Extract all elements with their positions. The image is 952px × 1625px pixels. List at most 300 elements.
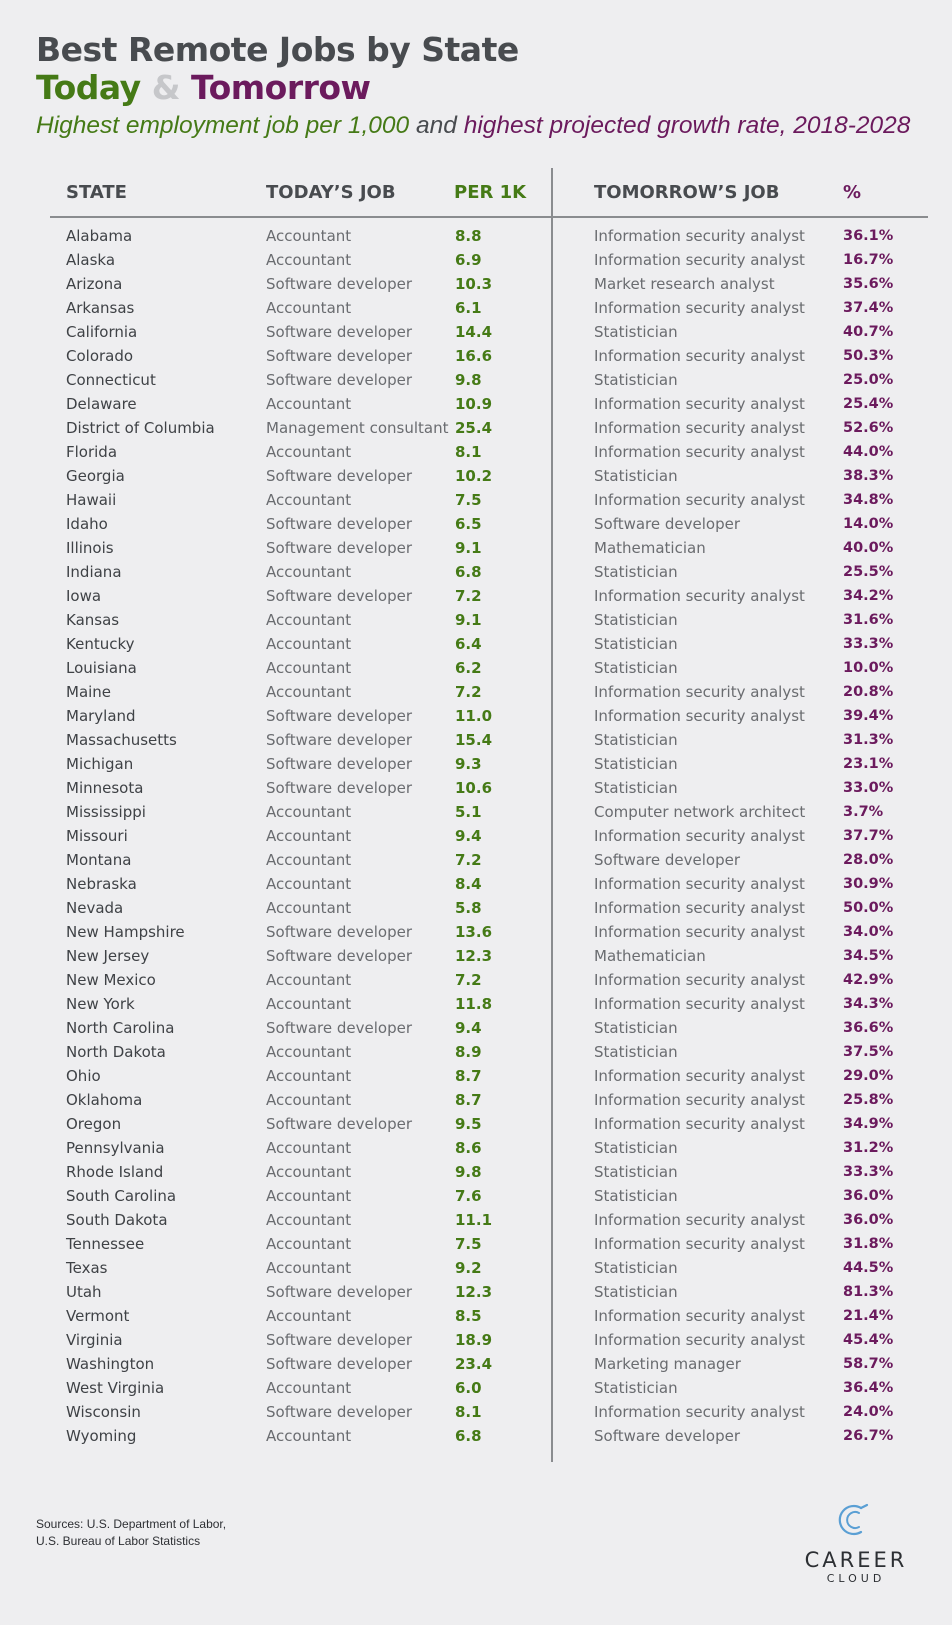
header-today-job: TODAY’S JOB xyxy=(266,182,396,203)
cell-state: Montana xyxy=(66,851,132,869)
cell-tomorrow-job: Statistician xyxy=(594,1163,678,1181)
cell-tomorrow-job: Statistician xyxy=(594,323,678,341)
cell-today-job: Management consultant xyxy=(266,419,449,437)
table-row xyxy=(0,680,952,704)
header-state: STATE xyxy=(66,182,127,203)
cell-today-job: Accountant xyxy=(266,443,352,461)
cell-tomorrow-job: Information security analyst xyxy=(594,347,805,365)
cell-tomorrow-job: Information security analyst xyxy=(594,995,805,1013)
table-row xyxy=(0,1424,952,1448)
cell-percent: 16.7% xyxy=(843,252,894,268)
table-row xyxy=(0,272,952,296)
table-row xyxy=(0,248,952,272)
cell-today-job: Software developer xyxy=(266,1331,413,1349)
table-row xyxy=(0,464,952,488)
cell-per-1k: 9.8 xyxy=(455,371,482,389)
cell-per-1k: 9.1 xyxy=(455,539,482,557)
cell-state: Kansas xyxy=(66,611,120,629)
cell-per-1k: 8.6 xyxy=(455,1139,482,1157)
cell-today-job: Accountant xyxy=(266,635,352,653)
cell-percent: 38.3% xyxy=(843,468,894,484)
cell-percent: 31.2% xyxy=(843,1140,894,1156)
cell-tomorrow-job: Information security analyst xyxy=(594,707,805,725)
logo-subword: CLOUD xyxy=(826,1572,886,1585)
cell-tomorrow-job: Statistician xyxy=(594,635,678,653)
table-row xyxy=(0,776,952,800)
cell-per-1k: 12.3 xyxy=(455,1283,493,1301)
cell-state: Idaho xyxy=(66,515,108,533)
table-row xyxy=(0,848,952,872)
cell-per-1k: 6.5 xyxy=(455,515,482,533)
cell-today-job: Accountant xyxy=(266,971,352,989)
table-row xyxy=(0,488,952,512)
cell-tomorrow-job: Market research analyst xyxy=(594,275,775,293)
table-row xyxy=(0,872,952,896)
table-row xyxy=(0,296,952,320)
table-row xyxy=(0,1376,952,1400)
cell-per-1k: 8.9 xyxy=(455,1043,482,1061)
cell-percent: 36.0% xyxy=(843,1212,894,1228)
cell-tomorrow-job: Statistician xyxy=(594,611,678,629)
cell-state: Louisiana xyxy=(66,659,137,677)
cell-tomorrow-job: Information security analyst xyxy=(594,875,805,893)
cell-percent: 58.7% xyxy=(843,1356,894,1372)
cell-tomorrow-job: Marketing manager xyxy=(594,1355,741,1373)
table-row xyxy=(0,344,952,368)
table-row xyxy=(0,512,952,536)
header-per-1k: PER 1K xyxy=(454,182,527,203)
cell-tomorrow-job: Statistician xyxy=(594,1019,678,1037)
cell-percent: 33.3% xyxy=(843,1164,894,1180)
cell-percent: 36.6% xyxy=(843,1020,894,1036)
cell-tomorrow-job: Statistician xyxy=(594,371,678,389)
cell-today-job: Accountant xyxy=(266,1043,352,1061)
cell-state: Mississippi xyxy=(66,803,146,821)
cell-percent: 21.4% xyxy=(843,1308,894,1324)
cell-tomorrow-job: Software developer xyxy=(594,1427,741,1445)
cell-percent: 34.9% xyxy=(843,1116,894,1132)
cell-tomorrow-job: Mathematician xyxy=(594,539,706,557)
cell-tomorrow-job: Information security analyst xyxy=(594,1211,805,1229)
cell-per-1k: 15.4 xyxy=(455,731,493,749)
cell-percent: 31.3% xyxy=(843,732,894,748)
cell-today-job: Software developer xyxy=(266,515,413,533)
cell-percent: 25.5% xyxy=(843,564,894,580)
cell-state: Oklahoma xyxy=(66,1091,143,1109)
cell-today-job: Software developer xyxy=(266,323,413,341)
cell-tomorrow-job: Statistician xyxy=(594,755,678,773)
cell-percent: 23.1% xyxy=(843,756,894,772)
cell-per-1k: 9.4 xyxy=(455,1019,482,1037)
table-row xyxy=(0,320,952,344)
cell-today-job: Accountant xyxy=(266,1067,352,1085)
logo-wordmark: CAREER xyxy=(804,1548,908,1572)
table-row xyxy=(0,1088,952,1112)
cell-state: Alabama xyxy=(66,227,133,245)
cell-percent: 31.8% xyxy=(843,1236,894,1252)
cell-per-1k: 6.8 xyxy=(455,563,482,581)
table-row xyxy=(0,1208,952,1232)
cell-today-job: Software developer xyxy=(266,1403,413,1421)
cell-tomorrow-job: Information security analyst xyxy=(594,227,805,245)
cell-tomorrow-job: Information security analyst xyxy=(594,1307,805,1325)
title-ampersand: & xyxy=(151,68,180,107)
cell-today-job: Accountant xyxy=(266,299,352,317)
cell-tomorrow-job: Information security analyst xyxy=(594,1091,805,1109)
cell-percent: 25.8% xyxy=(843,1092,894,1108)
cell-tomorrow-job: Statistician xyxy=(594,1043,678,1061)
cell-tomorrow-job: Statistician xyxy=(594,1283,678,1301)
cell-tomorrow-job: Software developer xyxy=(594,851,741,869)
cell-per-1k: 10.9 xyxy=(455,395,493,413)
cell-percent: 28.0% xyxy=(843,852,894,868)
cell-state: Indiana xyxy=(66,563,122,581)
cell-tomorrow-job: Information security analyst xyxy=(594,251,805,269)
cell-percent: 36.1% xyxy=(843,228,894,244)
table-row xyxy=(0,824,952,848)
table-row xyxy=(0,608,952,632)
cell-per-1k: 9.1 xyxy=(455,611,482,629)
cell-state: Tennessee xyxy=(66,1235,145,1253)
table-row xyxy=(0,440,952,464)
cell-today-job: Accountant xyxy=(266,1379,352,1397)
cell-percent: 44.0% xyxy=(843,444,894,460)
cell-percent: 40.0% xyxy=(843,540,894,556)
cell-state: Colorado xyxy=(66,347,134,365)
cell-percent: 3.7% xyxy=(843,804,884,820)
cell-state: Wyoming xyxy=(66,1427,137,1445)
cell-state: New Mexico xyxy=(66,971,156,989)
cell-today-job: Software developer xyxy=(266,1115,413,1133)
cell-per-1k: 23.4 xyxy=(455,1355,493,1373)
cell-per-1k: 6.8 xyxy=(455,1427,482,1445)
cell-state: South Carolina xyxy=(66,1187,177,1205)
cell-today-job: Accountant xyxy=(266,659,352,677)
table-row xyxy=(0,392,952,416)
cell-per-1k: 9.5 xyxy=(455,1115,482,1133)
cell-state: Florida xyxy=(66,443,118,461)
cell-percent: 25.0% xyxy=(843,372,894,388)
cell-per-1k: 8.4 xyxy=(455,875,482,893)
cell-tomorrow-job: Information security analyst xyxy=(594,443,805,461)
cell-today-job: Accountant xyxy=(266,803,352,821)
cell-percent: 37.7% xyxy=(843,828,894,844)
cell-tomorrow-job: Information security analyst xyxy=(594,683,805,701)
cell-per-1k: 5.1 xyxy=(455,803,482,821)
cell-today-job: Software developer xyxy=(266,731,413,749)
cell-per-1k: 10.3 xyxy=(455,275,493,293)
subtitle xyxy=(36,110,910,142)
cell-state: Illinois xyxy=(66,539,114,557)
cell-state: Texas xyxy=(66,1259,108,1277)
cell-state: Pennsylvania xyxy=(66,1139,165,1157)
table-row xyxy=(0,1352,952,1376)
cell-today-job: Accountant xyxy=(266,395,352,413)
sources-line-1: Sources: U.S. Department of Labor, xyxy=(36,1517,227,1531)
table-row xyxy=(0,368,952,392)
table-row xyxy=(0,1064,952,1088)
cell-today-job: Accountant xyxy=(266,251,352,269)
cell-state: Wisconsin xyxy=(66,1403,141,1421)
cell-state: California xyxy=(66,323,138,341)
cell-percent: 31.6% xyxy=(843,612,894,628)
table-row xyxy=(0,416,952,440)
cell-today-job: Accountant xyxy=(266,1427,352,1445)
cell-tomorrow-job: Statistician xyxy=(594,1187,678,1205)
cell-percent: 34.5% xyxy=(843,948,894,964)
cell-today-job: Accountant xyxy=(266,227,352,245)
cell-per-1k: 7.2 xyxy=(455,971,482,989)
cell-tomorrow-job: Information security analyst xyxy=(594,419,805,437)
table-row xyxy=(0,992,952,1016)
subtitle-today-part: Highest employment job per 1,000 xyxy=(36,112,410,139)
cell-state: North Dakota xyxy=(66,1043,166,1061)
title-tomorrow: Tomorrow xyxy=(190,68,371,107)
cell-state: Maine xyxy=(66,683,112,701)
cell-percent: 36.4% xyxy=(843,1380,894,1396)
cell-state: North Carolina xyxy=(66,1019,175,1037)
cell-today-job: Accountant xyxy=(266,899,352,917)
table-row xyxy=(0,1232,952,1256)
cell-percent: 29.0% xyxy=(843,1068,894,1084)
cell-percent: 20.8% xyxy=(843,684,894,700)
cell-state: Hawaii xyxy=(66,491,117,509)
table-row xyxy=(0,1040,952,1064)
cell-tomorrow-job: Information security analyst xyxy=(594,1331,805,1349)
cell-today-job: Software developer xyxy=(266,275,413,293)
cell-per-1k: 11.1 xyxy=(455,1211,493,1229)
cell-state: Washington xyxy=(66,1355,155,1373)
cell-today-job: Software developer xyxy=(266,1355,413,1373)
table-row xyxy=(0,656,952,680)
table-row xyxy=(0,968,952,992)
cell-state: New Jersey xyxy=(66,947,150,965)
cell-state: Connecticut xyxy=(66,371,156,389)
table-row xyxy=(0,1328,952,1352)
cell-today-job: Accountant xyxy=(266,875,352,893)
cell-per-1k: 7.5 xyxy=(455,491,482,509)
cell-today-job: Software developer xyxy=(266,1019,413,1037)
cell-today-job: Software developer xyxy=(266,923,413,941)
table-row xyxy=(0,584,952,608)
cell-tomorrow-job: Mathematician xyxy=(594,947,706,965)
cell-today-job: Accountant xyxy=(266,851,352,869)
cell-per-1k: 6.0 xyxy=(455,1379,482,1397)
cell-tomorrow-job: Information security analyst xyxy=(594,1067,805,1085)
cell-tomorrow-job: Statistician xyxy=(594,1259,678,1277)
table-row xyxy=(0,224,952,248)
cell-today-job: Accountant xyxy=(266,1163,352,1181)
cell-per-1k: 8.5 xyxy=(455,1307,482,1325)
cell-per-1k: 10.6 xyxy=(455,779,493,797)
table-row xyxy=(0,1280,952,1304)
title-today-tomorrow xyxy=(36,68,371,108)
table-row xyxy=(0,728,952,752)
cell-percent: 10.0% xyxy=(843,660,894,676)
cell-state: Nevada xyxy=(66,899,124,917)
cell-today-job: Accountant xyxy=(266,563,352,581)
cell-tomorrow-job: Software developer xyxy=(594,515,741,533)
cell-percent: 34.8% xyxy=(843,492,894,508)
cell-per-1k: 16.6 xyxy=(455,347,493,365)
cell-tomorrow-job: Statistician xyxy=(594,1139,678,1157)
table-row xyxy=(0,1304,952,1328)
cell-per-1k: 6.1 xyxy=(455,299,482,317)
cell-percent: 45.4% xyxy=(843,1332,894,1348)
cell-per-1k: 9.8 xyxy=(455,1163,482,1181)
cell-tomorrow-job: Information security analyst xyxy=(594,491,805,509)
cell-today-job: Accountant xyxy=(266,1259,352,1277)
cell-state: Vermont xyxy=(66,1307,130,1325)
cell-per-1k: 6.9 xyxy=(455,251,482,269)
cell-today-job: Software developer xyxy=(266,347,413,365)
cell-percent: 25.4% xyxy=(843,396,894,412)
cell-tomorrow-job: Information security analyst xyxy=(594,971,805,989)
cell-percent: 52.6% xyxy=(843,420,894,436)
cell-percent: 34.2% xyxy=(843,588,894,604)
cell-per-1k: 7.2 xyxy=(455,587,482,605)
cell-today-job: Software developer xyxy=(266,779,413,797)
table-row xyxy=(0,1256,952,1280)
cell-today-job: Accountant xyxy=(266,491,352,509)
cell-state: South Dakota xyxy=(66,1211,168,1229)
cell-state: Alaska xyxy=(66,251,116,269)
cell-today-job: Software developer xyxy=(266,539,413,557)
cell-per-1k: 7.6 xyxy=(455,1187,482,1205)
cell-state: Arkansas xyxy=(66,299,135,317)
cell-percent: 50.0% xyxy=(843,900,894,916)
subtitle-and: and xyxy=(415,112,457,139)
cell-today-job: Accountant xyxy=(266,1187,352,1205)
subtitle-tomorrow-part: highest projected growth rate, 2018-2028 xyxy=(463,112,911,139)
table-row xyxy=(0,944,952,968)
cell-tomorrow-job: Statistician xyxy=(594,779,678,797)
title-today: Today xyxy=(36,68,141,107)
cell-today-job: Software developer xyxy=(266,587,413,605)
cell-state: Kentucky xyxy=(66,635,135,653)
table-row xyxy=(0,1184,952,1208)
cell-tomorrow-job: Statistician xyxy=(594,731,678,749)
cell-tomorrow-job: Statistician xyxy=(594,1379,678,1397)
table-row xyxy=(0,920,952,944)
cell-percent: 14.0% xyxy=(843,516,894,532)
cell-tomorrow-job: Information security analyst xyxy=(594,299,805,317)
cell-per-1k: 11.8 xyxy=(455,995,493,1013)
cell-today-job: Accountant xyxy=(266,611,352,629)
sources-line-2: U.S. Bureau of Labor Statistics xyxy=(36,1534,201,1548)
cell-per-1k: 7.5 xyxy=(455,1235,482,1253)
cell-tomorrow-job: Information security analyst xyxy=(594,1235,805,1253)
sources xyxy=(36,1516,226,1550)
cell-state: Missouri xyxy=(66,827,128,845)
cell-tomorrow-job: Information security analyst xyxy=(594,1403,805,1421)
cell-percent: 33.3% xyxy=(843,636,894,652)
cell-per-1k: 8.8 xyxy=(455,227,482,245)
table-row xyxy=(0,800,952,824)
cell-per-1k: 8.7 xyxy=(455,1067,482,1085)
cell-per-1k: 11.0 xyxy=(455,707,493,725)
cell-today-job: Accountant xyxy=(266,1307,352,1325)
cell-per-1k: 10.2 xyxy=(455,467,493,485)
cell-percent: 42.9% xyxy=(843,972,894,988)
cell-tomorrow-job: Information security analyst xyxy=(594,923,805,941)
cell-today-job: Accountant xyxy=(266,1211,352,1229)
cell-percent: 33.0% xyxy=(843,780,894,796)
cell-state: Minnesota xyxy=(66,779,144,797)
cell-state: Iowa xyxy=(66,587,102,605)
cell-per-1k: 6.4 xyxy=(455,635,482,653)
cell-per-1k: 8.1 xyxy=(455,1403,482,1421)
cell-today-job: Accountant xyxy=(266,1139,352,1157)
table-row xyxy=(0,752,952,776)
table-row xyxy=(0,896,952,920)
cell-state: New Hampshire xyxy=(66,923,185,941)
cell-per-1k: 9.2 xyxy=(455,1259,482,1277)
cell-tomorrow-job: Statistician xyxy=(594,563,678,581)
table-row xyxy=(0,704,952,728)
cell-tomorrow-job: Information security analyst xyxy=(594,587,805,605)
cell-state: Utah xyxy=(66,1283,102,1301)
cell-state: Virginia xyxy=(66,1331,123,1349)
cell-percent: 37.5% xyxy=(843,1044,894,1060)
cell-today-job: Software developer xyxy=(266,467,413,485)
cell-today-job: Accountant xyxy=(266,1091,352,1109)
page-title: Best Remote Jobs by State xyxy=(36,30,519,69)
cell-percent: 24.0% xyxy=(843,1404,894,1420)
cell-per-1k: 13.6 xyxy=(455,923,493,941)
cell-tomorrow-job: Information security analyst xyxy=(594,395,805,413)
table-row xyxy=(0,1160,952,1184)
cell-today-job: Software developer xyxy=(266,1283,413,1301)
cell-per-1k: 12.3 xyxy=(455,947,493,965)
cell-percent: 39.4% xyxy=(843,708,894,724)
cell-today-job: Software developer xyxy=(266,371,413,389)
table-row xyxy=(0,1400,952,1424)
cell-percent: 37.4% xyxy=(843,300,894,316)
cell-today-job: Accountant xyxy=(266,827,352,845)
cell-per-1k: 7.2 xyxy=(455,683,482,701)
cell-tomorrow-job: Information security analyst xyxy=(594,827,805,845)
cell-percent: 26.7% xyxy=(843,1428,894,1444)
cell-per-1k: 7.2 xyxy=(455,851,482,869)
header-percent: % xyxy=(843,182,862,203)
cell-state: Massachusetts xyxy=(66,731,177,749)
cell-state: Nebraska xyxy=(66,875,137,893)
cell-per-1k: 8.1 xyxy=(455,443,482,461)
cell-percent: 35.6% xyxy=(843,276,894,292)
table-row xyxy=(0,632,952,656)
cell-tomorrow-job: Statistician xyxy=(594,659,678,677)
table-row xyxy=(0,1016,952,1040)
cell-state: Rhode Island xyxy=(66,1163,164,1181)
cell-percent: 50.3% xyxy=(843,348,894,364)
cell-today-job: Software developer xyxy=(266,707,413,725)
cell-state: Oregon xyxy=(66,1115,122,1133)
cell-tomorrow-job: Statistician xyxy=(594,467,678,485)
cell-percent: 40.7% xyxy=(843,324,894,340)
cell-state: West Virginia xyxy=(66,1379,165,1397)
cell-tomorrow-job: Information security analyst xyxy=(594,899,805,917)
cell-percent: 44.5% xyxy=(843,1260,894,1276)
cell-per-1k: 25.4 xyxy=(455,419,493,437)
cell-today-job: Accountant xyxy=(266,1235,352,1253)
table-row xyxy=(0,1112,952,1136)
cell-today-job: Accountant xyxy=(266,683,352,701)
cell-state: Delaware xyxy=(66,395,137,413)
cell-today-job: Accountant xyxy=(266,995,352,1013)
cell-state: Georgia xyxy=(66,467,125,485)
cell-per-1k: 8.7 xyxy=(455,1091,482,1109)
